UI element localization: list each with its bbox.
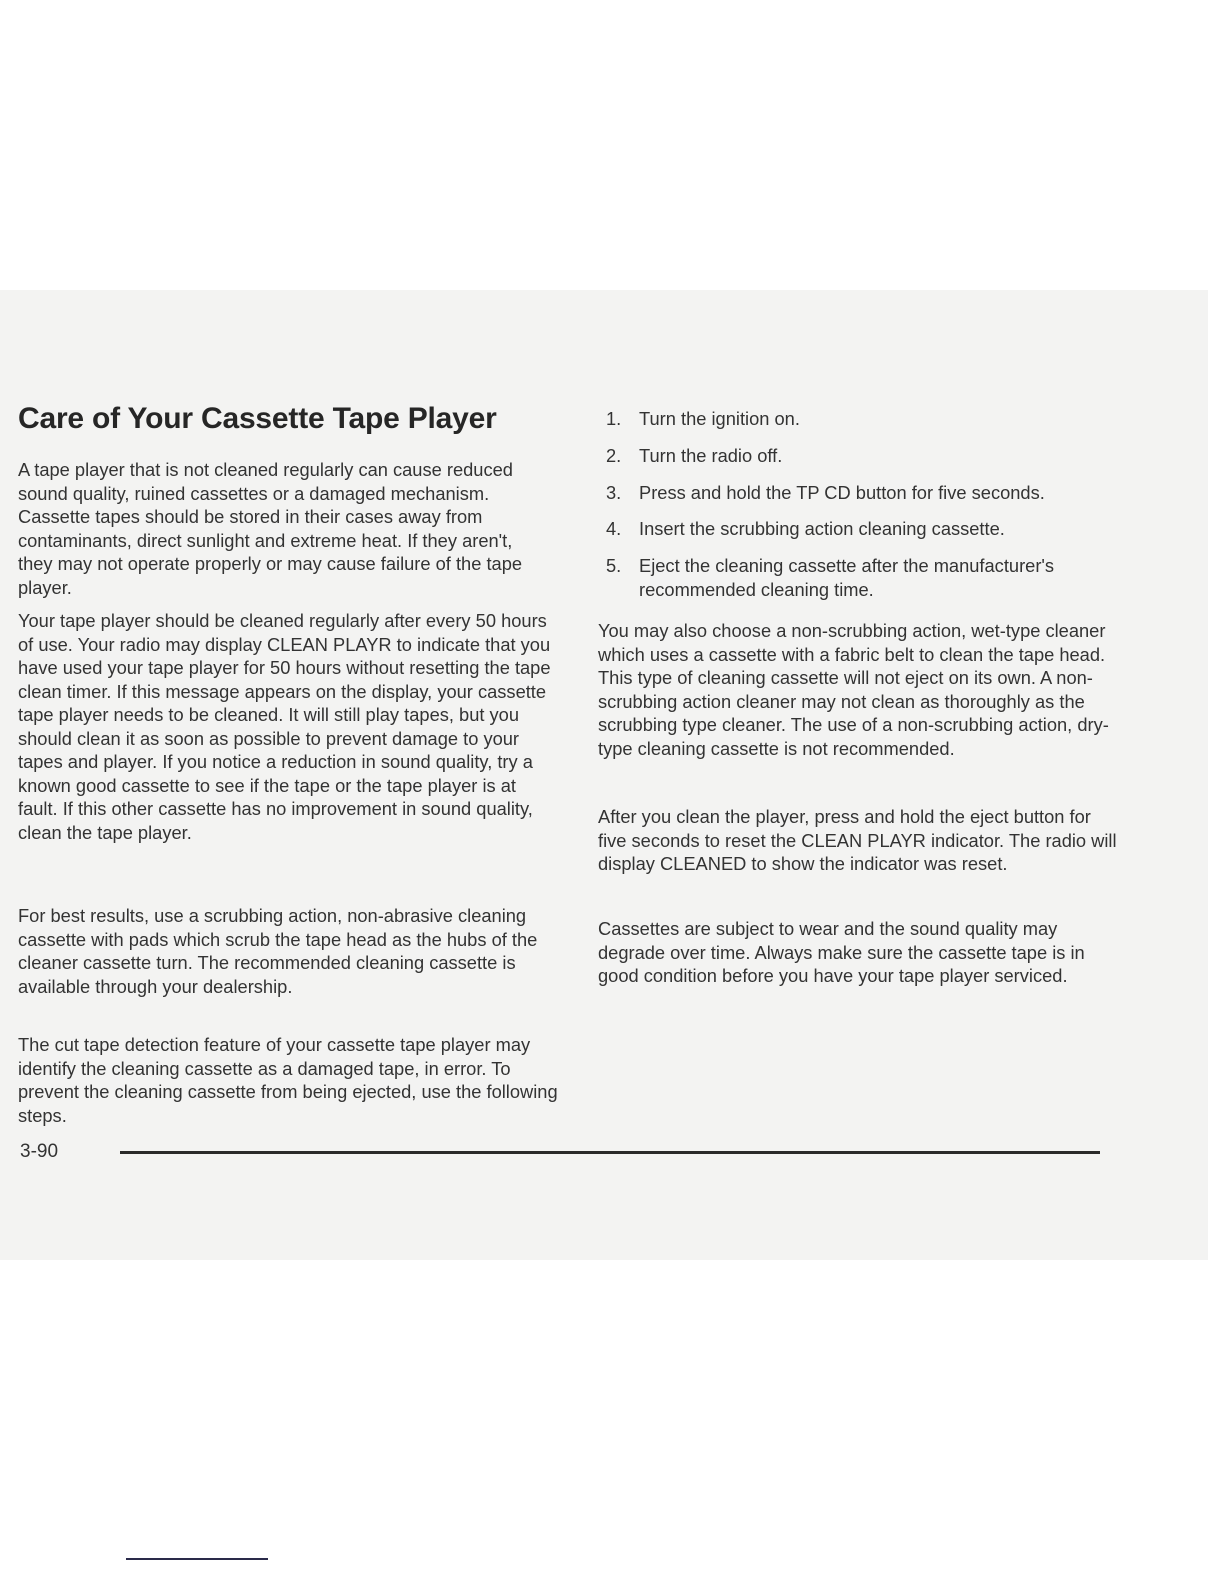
step-text: Turn the radio off. — [639, 444, 783, 466]
step-number: 2. — [606, 444, 622, 466]
left-paragraph-2: Your tape player should be cleaned regularly after every 50 hours of use. Your radio may display CLEAN PLAYR to indicate that you have used your tape player for 50 hours without resetting the tape clean timer. If this message appears on the display, your cassette tape player needs to be cleaned. It will still play tapes, but you should clean it as soon as possible to prevent damage to your tapes and player. If you notice a reduction in sound quality, try a known good cassette to see if the tape or the tape player is at fault. If this other cassette has no improvement in sound quality, clean the tape player. — [18, 610, 551, 843]
page-title: Care of Your Cassette Tape Player — [18, 402, 497, 435]
step-number: 4. — [606, 518, 622, 540]
step-text: Press and hold the TP CD button for five seconds. — [639, 481, 1045, 503]
step-number: 1. — [606, 408, 622, 429]
list-item — [606, 481, 1136, 505]
list-item — [606, 517, 1136, 541]
right-paragraph-1: You may also choose a non-scrubbing action, wet-type cleaner which uses a cassette with a fabric belt to clean the tape head. This type of cleaning cassette will not eject on its own. A non-scrubbing action cleaner may not clean as thoroughly as the scrubbing type cleaner. The use of a non-scrubbing action, dry-type cleaning cassette is not recommended. — [598, 620, 1109, 759]
footer-rule — [120, 1151, 1100, 1154]
page-number: 3-90 — [20, 1141, 59, 1162]
step-number: 3. — [606, 481, 622, 503]
left-paragraph-1: A tape player that is not cleaned regularly can cause reduced sound quality, ruined cassettes or a damaged mechanism. Cassette tapes should be stored in their cases away from contaminants, direct sunlight and extreme heat. If they aren't, they may not operate properly or may cause failure of the tape player. — [18, 459, 523, 598]
cleaning-steps-list — [606, 407, 1136, 614]
step-text: Insert the scrubbing action cleaning cassette. — [639, 518, 1005, 540]
step-number: 5. — [606, 555, 622, 577]
left-paragraph-4: The cut tape detection feature of your cassette tape player may identify the cleaning cassette as a damaged tape, in error. To prevent the cleaning cassette from being ejected, use the following steps. — [18, 1034, 558, 1126]
bottom-short-rule — [126, 1558, 268, 1560]
list-item — [606, 444, 1136, 468]
step-text: Eject the cleaning cassette after the manufacturer's recommended cleaning time. — [639, 555, 1055, 600]
right-paragraph-3: Cassettes are subject to wear and the sound quality may degrade over time. Always make sure the cassette tape is in good condition before you have your tape player serviced. — [598, 918, 1085, 986]
list-item — [606, 554, 1136, 601]
step-text: Turn the ignition on. — [639, 408, 800, 429]
right-paragraph-2: After you clean the player, press and hold the eject button for five seconds to reset the CLEAN PLAYR indicator. The radio will display CLEANED to show the indicator was reset. — [598, 806, 1117, 874]
list-item — [606, 407, 1136, 431]
left-paragraph-3: For best results, use a scrubbing action, non-abrasive cleaning cassette with pads which scrub the tape head as the hubs of the cleaner cassette turn. The recommended cleaning cassette is available through your dealership. — [18, 905, 538, 997]
